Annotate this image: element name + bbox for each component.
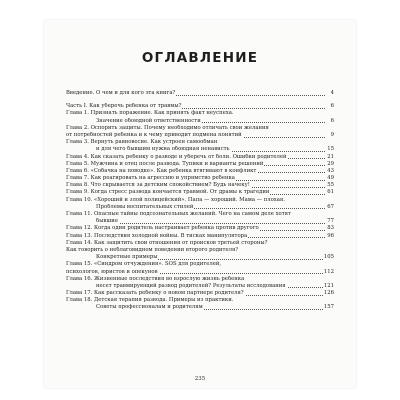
- toc-entry-title: Как говорить о неблаговидном поведении второго родителя?: [66, 246, 239, 253]
- toc-entry: [66, 146, 334, 153]
- toc-entry-page: 126: [323, 290, 334, 297]
- toc-entry: [66, 218, 334, 225]
- toc-entry-page: 29: [327, 160, 334, 167]
- toc-entry-title: Проблемы воспитательных стилей: [66, 204, 194, 210]
- toc-entry: [66, 290, 334, 297]
- toc-entry-page: 121: [323, 282, 334, 289]
- toc-entry-title: психологов, юристов и опекунов: [66, 268, 158, 275]
- toc-entry-title: Глава 8. Что скрывается за детским спокойствием? Будь начеку!: [66, 182, 250, 189]
- toc-entry: [66, 175, 334, 182]
- toc-entry-title: Глава 12. Когда один родитель настраивает ребенка против другого: [66, 225, 259, 232]
- toc-entry-title: Глава 9. Когда стресс развода кончается травмой. От драмы к трагедии: [66, 189, 270, 196]
- toc-entry: [66, 261, 334, 268]
- toc-entry-title: несет травмирующий развод родителей? Результаты исследования: [66, 283, 287, 289]
- toc-entry: [66, 90, 334, 97]
- toc-entry: [66, 154, 334, 161]
- toc-entry-title: Глава 10. «Хороший и злой полицейский». Папа — хороший. Мама — плохая.: [66, 196, 285, 203]
- toc-entry-page: 6: [330, 103, 334, 110]
- page-number: 235: [194, 376, 206, 382]
- toc-entry-title: Глава 16. Жизненные последствия во взрослую жизнь ребенка: [66, 275, 245, 282]
- toc-entry-page: 96: [327, 232, 334, 239]
- toc-entry: [66, 139, 334, 146]
- toc-entry: [66, 225, 334, 232]
- toc-entry-page: 61: [327, 189, 334, 196]
- toc-entry-title: Глава 1. Признать поражение. Как принять факт неуспеха.: [66, 110, 234, 117]
- toc-entry: [66, 125, 334, 132]
- toc-entry-page: 105: [323, 254, 334, 261]
- toc-entry-title: Глава 3. Вернуть равновесие. Как устроен самообман: [66, 139, 218, 146]
- toc-entry-title: Глава 11. Опасные тайны подсознательных желаний. Чего на самом деле хотят: [66, 211, 291, 217]
- toc-entry-page: 77: [327, 218, 334, 225]
- toc-entry-page: 15: [327, 146, 334, 153]
- toc-entry-title: Глава 6. «Собачка на поводке». Как ребенка втягивают в конфликт: [66, 167, 257, 174]
- toc-list: [66, 90, 334, 312]
- toc-entry-title: Глава 13. Последствия холодной войны. В тисках манипулятора: [66, 232, 248, 239]
- toc-entry-page: 55: [327, 182, 334, 189]
- toc-entry: [66, 233, 334, 240]
- toc-entry: [66, 276, 334, 283]
- toc-entry: [66, 197, 334, 204]
- toc-entry-page: 83: [327, 225, 334, 232]
- toc-entry: [66, 189, 334, 196]
- toc-entry-title: Глава 14. Как защитить свои отношения от происков третьей стороны?: [66, 239, 268, 246]
- toc-entry: [66, 240, 334, 247]
- toc-entry-page: 67: [327, 203, 334, 210]
- toc-entry-page: 157: [323, 304, 334, 311]
- toc-entry-title: Часть I. Как уберечь ребенка от травмы?: [66, 103, 182, 110]
- toc-entry-title: Введение. О чем и для кого эта книга?: [66, 90, 176, 96]
- toc-entry-page: 43: [327, 167, 334, 174]
- toc-entry-title: Советы профессионалам и родителям: [66, 304, 204, 310]
- toc-entry: [66, 304, 334, 311]
- toc-entry-title: Глава 2. Оспорить защиты. Почему необходимо отличать свои желания: [66, 124, 269, 131]
- toc-entry-page: 21: [327, 153, 334, 160]
- toc-entry: [66, 110, 334, 117]
- toc-entry-page: 112: [323, 268, 334, 275]
- toc-entry-title: Глава 7. Как реагировать на агрессию и упрямство ребенка: [66, 175, 235, 182]
- toc-entry: [66, 118, 334, 125]
- toc-entry: [66, 283, 334, 290]
- toc-entry-page: 4: [330, 90, 334, 96]
- toc-entry: [66, 269, 334, 276]
- toc-entry-title: от потребностей ребенка и к чему приводит подмена понятий: [66, 131, 242, 138]
- toc-entry: [66, 168, 334, 175]
- toc-entry-title: бывшие: [66, 218, 119, 224]
- toc-entry-page: 49: [327, 175, 334, 182]
- toc-heading: ОГЛАВЛЕНИЕ: [141, 50, 259, 66]
- toc-entry: [66, 297, 334, 304]
- toc-entry-title: Глава 4. Как сказать ребенку о разводе и уберечь от боли. Ошибки родителей: [66, 153, 287, 160]
- toc-entry: [66, 132, 334, 139]
- toc-entry-page: 6: [330, 117, 334, 124]
- toc-entry-title: и для чего бывшим нужна обоюдная ненависть: [66, 146, 231, 152]
- toc-entry: [66, 161, 334, 168]
- toc-entry: [66, 247, 334, 254]
- toc-entry-title: Конкретные примеры: [66, 254, 158, 260]
- book-page: [44, 20, 356, 388]
- toc-entry-title: Глава 5. Мужчина и отец после развода. Тупики и варианты решений: [66, 160, 264, 167]
- toc-entry-page: 9: [330, 131, 334, 138]
- toc-entry: [66, 103, 334, 110]
- toc-entry-title: Глава 15. «Синдром отчуждения». SOS для родителей,: [66, 261, 222, 268]
- toc-entry: [66, 211, 334, 218]
- toc-entry: [66, 204, 334, 211]
- toc-entry-title: Глава 18. Детская терапия развода. Примеры из практики.: [66, 297, 234, 304]
- toc-entry: [66, 182, 334, 189]
- toc-entry: [66, 254, 334, 261]
- toc-entry-title: Значение обоюдной ответственности: [66, 118, 202, 124]
- toc-entry-title: Глава 17. Как рассказать ребенку о новом партнере родителя?: [66, 290, 244, 297]
